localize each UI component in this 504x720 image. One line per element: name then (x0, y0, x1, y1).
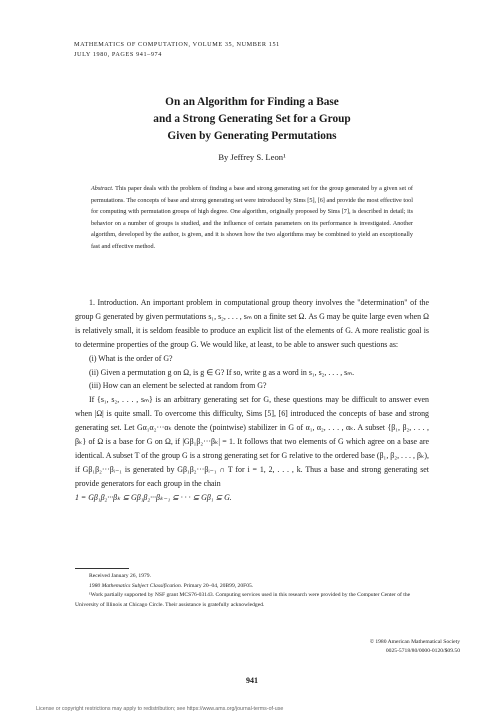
abstract (91, 183, 413, 253)
abstract-label: Abstract. (91, 185, 114, 192)
title-line-2: and a Strong Generating Set for a Group (153, 113, 351, 125)
grant-footnote: ¹Work partially supported by NSF grant MCS76-03143. Computing services used in this research were provided by the Computer Center of the University of Illinois at Chicago Circle. Their assistance is gratefully acknowledged. (75, 592, 411, 608)
intro-paragraph: 1. Introduction. An important problem in computational group theory involves the "determination" of the group G generated by given permutations s₁, s₂, . . . , sₘ on a finite set Ω. As G may be quite large even when Ω is relatively small, it is seldom feasible to produce an explicit list of the elements of G. A more realistic goal is to determine properties of the group G. We would like, at least, to be able to answer such questions as: (75, 298, 429, 349)
stabilizer-chain-equation: 1 = Gβ₁β₂···βₖ ⊆ Gβ₁β₂···βₖ₋₁ ⊆ · · · ⊆ Gβ₁ ⊆ G. (75, 492, 232, 502)
footnote-rule (75, 568, 129, 569)
body-text (75, 296, 429, 505)
title-line-3: Given by Generating Permutations (167, 130, 337, 142)
abstract-text: This paper deals with the problem of finding a base and strong generating set for the group generated by a given set of permutations. The concepts of base and strong generating set were introduced by Sims [5], [6] and provide the most effective tool for computing with permutation groups of high degree. One algorithm, originally proposed by Sims [7], is described in detail; its behavior on a number of groups is studied, and the influence of certain parameters on its performance is investigated. Another algorithm, developed by the author, is given, and it is shown how the two algorithms may be combined to yield an exceptionally fast and effective method. (91, 185, 413, 250)
journal-header (74, 40, 280, 60)
base-definition-paragraph: If {s₁, s₂, . . . , sₘ} is an arbitrary generating set for G, these questions may be difficult to answer even when |Ω| is quite small. To overcome this difficulty, Sims [5], [6] introduced the concepts of base and strong generating set. Let Gα₁α₂···αₖ denote the (pointwise) stabilizer in G of α₁, α₂, . . . , αₖ. A subset {β₁, β₂, . . . , βₖ} of Ω is a base for G on Ω, if |Gβ₁β₂···βₖ| = 1. It follows that two elements of G which agree on a base are identical. A subset T of the group G is a strong generating set for G relative to the ordered base (β₁, β₂, . . . , βₖ), if Gβ₁β₂···βᵢ₋₁ is generated by Gβ₁β₂···βᵢ₋₁ ∩ T for i = 1, 2, . . . , k. Thus a base and strong generating set provide generators for each group in the chain (75, 395, 429, 488)
issn-line: 0025-5718/80/0000-0120/$09.50 (385, 648, 460, 655)
question-2: (ii) Given a permutation g on Ω, is g ∈ G? If so, write g as a word in s₁, s₂, . . . , sₘ. (89, 367, 355, 377)
copyright-line: © 1980 American Mathematical Society (369, 639, 460, 645)
question-1: (i) What is the order of G? (89, 353, 173, 363)
license-notice: License or copyright restrictions may apply to redistribution; see https://www.ams.org/journal-terms-of-use (36, 706, 284, 712)
author-line: By Jeffrey S. Leon¹ (218, 152, 286, 162)
msc-codes: Primary 20–04, 20B99, 20F05. (182, 582, 254, 589)
msc-label: 1980 Mathematics Subject Classification. (89, 582, 183, 589)
journal-pages-line: JULY 1980, PAGES 941–974 (74, 51, 162, 58)
footnotes (75, 572, 429, 610)
copyright-block (310, 638, 460, 657)
msc-classification (75, 582, 429, 592)
page-number: 941 (246, 676, 258, 685)
received-date: Received January 26, 1979. (89, 573, 151, 579)
paper-title (40, 94, 464, 145)
journal-volume-line: MATHEMATICS OF COMPUTATION, VOLUME 35, NUMBER 151 (74, 41, 280, 48)
question-3: (iii) How can an element be selected at random from G? (89, 381, 267, 391)
title-line-1: On an Algorithm for Finding a Base (165, 96, 339, 108)
